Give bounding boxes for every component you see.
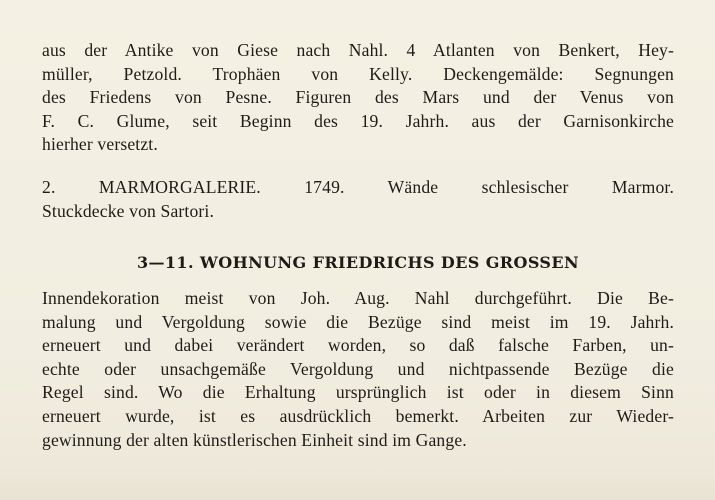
text-line: erneuert und dabei verändert worden, so daß falsche Farben, un- <box>42 335 674 356</box>
text-line: Regel sind. Wo die Erhaltung ursprünglich ist oder in diesem Sinn <box>42 382 674 403</box>
text-line: Stuckdecke von Sartori. <box>42 200 215 221</box>
text-line: aus der Antike von Giese nach Nahl. 4 Atlanten von Benkert, Hey- <box>42 40 674 60</box>
text-line: malung und Vergoldung sowie die Bezüge sind meist im 19. Jahrh. <box>42 311 674 332</box>
paragraph-marmorgalerie <box>42 176 674 223</box>
text-line: Innendekoration meist von Joh. Aug. Nahl durchgeführt. Die Be- <box>42 288 674 308</box>
text-line: des Friedens von Pesne. Figuren des Mars und der Venus von <box>42 87 674 108</box>
section-heading: 3—11. WOHNUNG FRIEDRICHS DES GROSSEN <box>136 253 580 272</box>
text-line: echte oder unsachgemäße Vergoldung und nichtpassende Bezüge die <box>42 358 674 379</box>
page-bottom-shade <box>0 468 715 500</box>
text-line: F. C. Glume, seit Beginn des 19. Jahrh. aus der Garnisonkirche <box>42 110 674 131</box>
text-line: 2. MARMORGALERIE. 1749. Wände schlesischer Marmor. <box>42 177 674 197</box>
paragraph-wohnung <box>42 287 674 452</box>
text-line: gewinnung der alten künstlerischen Einheit sind im Gange. <box>42 429 467 450</box>
text-line: erneuert wurde, ist es ausdrücklich bemerkt. Arbeiten zur Wieder- <box>42 405 674 426</box>
text-line: hierher versetzt. <box>42 134 158 155</box>
paragraph-antike <box>42 39 674 157</box>
text-line: müller, Petzold. Trophäen von Kelly. Deckengemälde: Segnungen <box>42 63 674 84</box>
